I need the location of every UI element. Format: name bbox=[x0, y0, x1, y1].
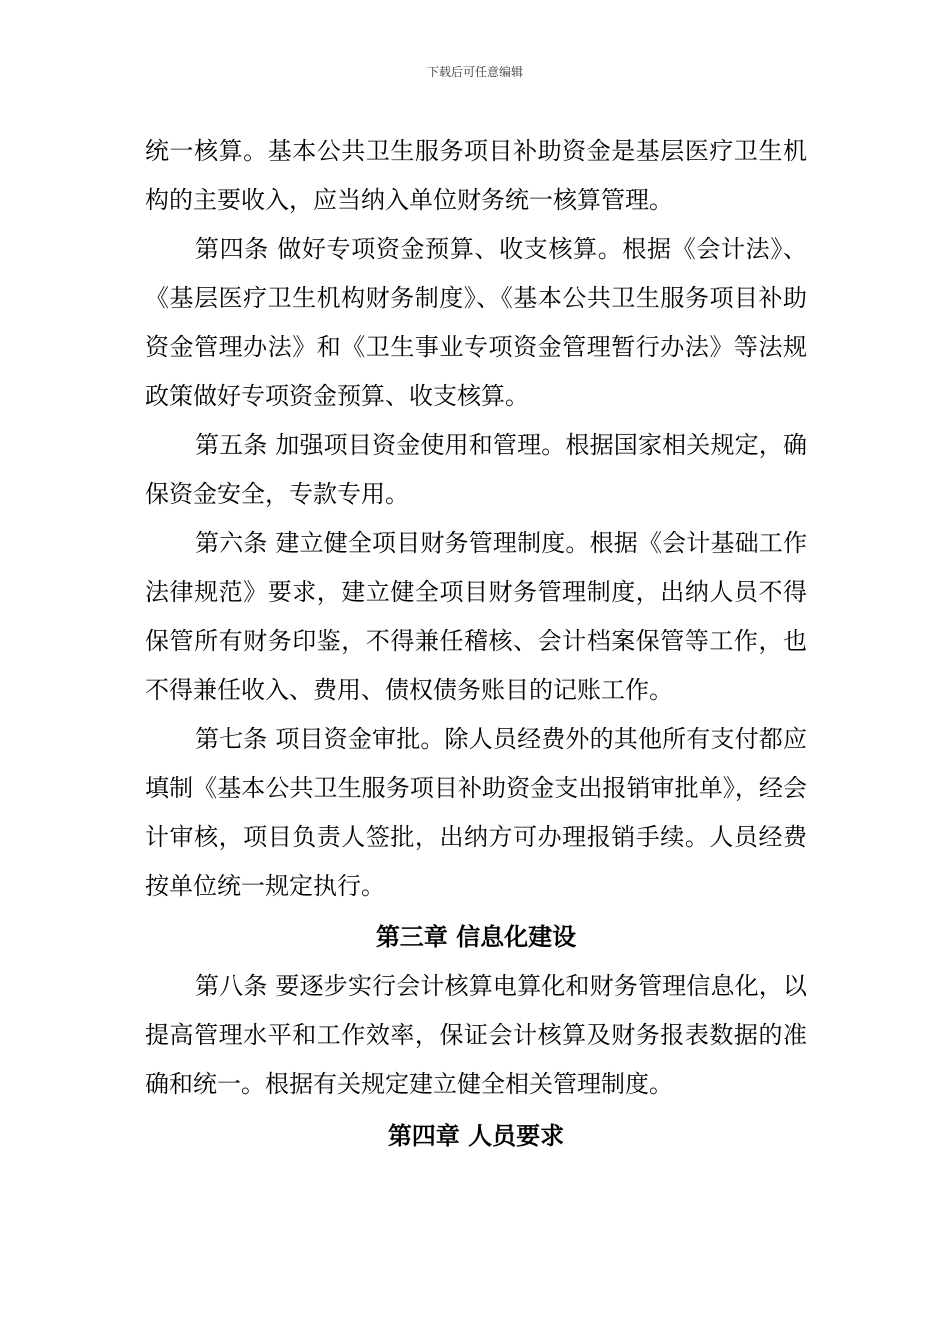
page-header: 下载后可任意编辑 bbox=[426, 65, 523, 79]
paragraph-article-6: 第六条 建立健全项目财务管理制度。根据《会计基础工作法律规范》要求，建立健全项目财务管理制度，出纳人员不得保管所有财务印鉴，不得兼任稽核、会计档案保管等工作，也不得兼任收入、费用、债权债务账目的记账工作。 bbox=[145, 529, 807, 704]
paragraph-article-8: 第八条 要逐步实行会计核算电算化和财务管理信息化，以提高管理水平和工作效率，保证会计核算及财务报表数据的准确和统一。根据有关规定建立健全相关管理制度。 bbox=[145, 972, 807, 1098]
paragraph-article-5: 第五条 加强项目资金使用和管理。根据国家相关规定，确保资金安全，专款专用。 bbox=[145, 431, 807, 508]
chapter-heading-3: 第三章 信息化建设 bbox=[375, 923, 577, 951]
paragraph-continuation: 统一核算。基本公共卫生服务项目补助资金是基层医疗卫生机构的主要收入，应当纳入单位财务统一核算管理。 bbox=[145, 137, 807, 214]
paragraph-article-7: 第七条 项目资金审批。除人员经费外的其他所有支付都应填制《基本公共卫生服务项目补助资金支出报销审批单》，经会计审核，项目负责人签批，出纳方可办理报销手续。人员经费按单位统一规定执行。 bbox=[145, 725, 807, 900]
chapter-heading-4: 第四章 人员要求 bbox=[387, 1122, 565, 1150]
document-body bbox=[145, 127, 807, 1161]
paragraph-article-4: 第四条 做好专项资金预算、收支核算。根据《会计法》、《基层医疗卫生机构财务制度》、《基本公共卫生服务项目补助资金管理办法》和《卫生事业专项资金管理暂行办法》等法规政策做好专项资金预算、收支核算。 bbox=[145, 235, 807, 410]
